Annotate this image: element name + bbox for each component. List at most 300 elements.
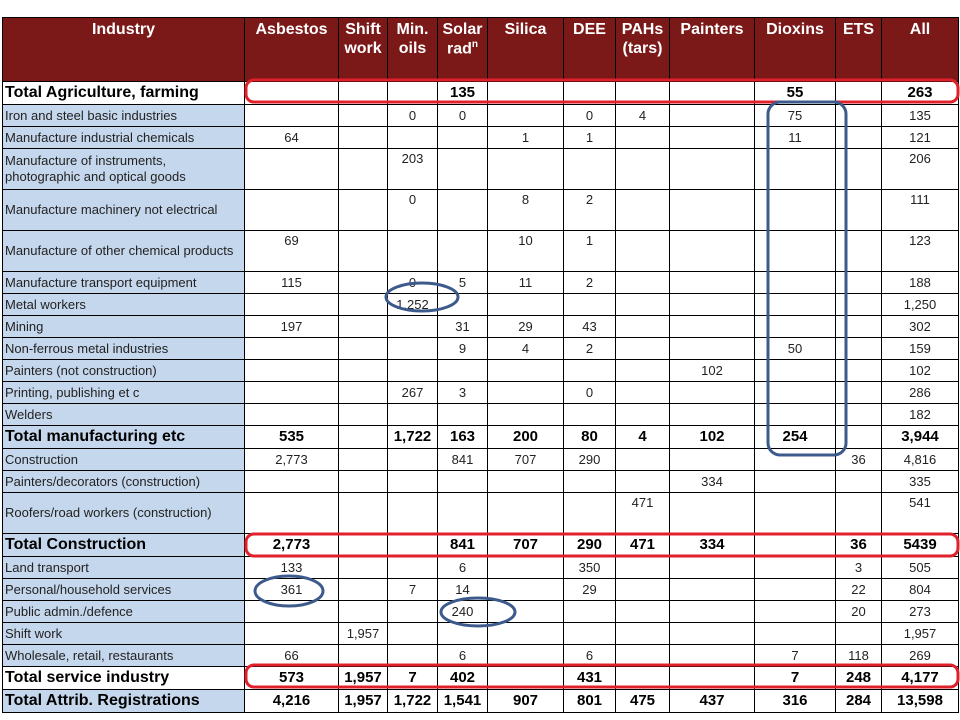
value-cell <box>245 382 339 404</box>
value-cell: 841 <box>438 449 488 471</box>
value-cell <box>488 149 564 190</box>
value-cell <box>616 645 670 667</box>
value-cell <box>245 360 339 382</box>
value-cell: 573 <box>245 667 339 690</box>
value-cell <box>339 338 388 360</box>
value-cell: 115 <box>245 272 339 294</box>
value-cell <box>564 471 616 493</box>
value-cell: 182 <box>882 404 959 426</box>
table-row <box>3 449 959 471</box>
value-cell <box>339 272 388 294</box>
header-industry: Industry <box>3 18 245 82</box>
value-cell <box>616 231 670 272</box>
value-cell <box>388 557 438 579</box>
value-cell: 707 <box>488 449 564 471</box>
value-cell <box>670 449 755 471</box>
value-cell <box>755 316 836 338</box>
value-cell <box>616 338 670 360</box>
total-row <box>3 667 959 690</box>
value-cell <box>339 294 388 316</box>
value-cell: 2 <box>564 190 616 231</box>
value-cell <box>438 190 488 231</box>
value-cell: 3 <box>836 557 882 579</box>
value-cell <box>755 579 836 601</box>
value-cell: 5439 <box>882 534 959 557</box>
value-cell: 2,773 <box>245 534 339 557</box>
value-cell <box>836 404 882 426</box>
value-cell <box>836 316 882 338</box>
industry-label: Total service industry <box>3 667 245 690</box>
value-cell: 29 <box>488 316 564 338</box>
table-row <box>3 149 959 190</box>
value-cell: 121 <box>882 127 959 149</box>
value-cell: 50 <box>755 338 836 360</box>
header-pahs: PAHs (tars) <box>616 18 670 82</box>
table-body <box>3 82 959 713</box>
value-cell <box>616 190 670 231</box>
value-cell <box>488 294 564 316</box>
total-row <box>3 690 959 713</box>
value-cell <box>836 623 882 645</box>
value-cell <box>564 294 616 316</box>
value-cell: 475 <box>616 690 670 713</box>
value-cell <box>670 82 755 105</box>
industry-label: Painters/decorators (construction) <box>3 471 245 493</box>
value-cell <box>616 82 670 105</box>
table-row <box>3 190 959 231</box>
value-cell: 36 <box>836 449 882 471</box>
table-row <box>3 105 959 127</box>
value-cell: 102 <box>670 360 755 382</box>
industry-label: Printing, publishing et c <box>3 382 245 404</box>
value-cell <box>616 382 670 404</box>
value-cell <box>388 82 438 105</box>
value-cell: 350 <box>564 557 616 579</box>
value-cell <box>564 623 616 645</box>
value-cell <box>670 557 755 579</box>
value-cell: 10 <box>488 231 564 272</box>
value-cell <box>616 294 670 316</box>
value-cell <box>488 601 564 623</box>
header-silica: Silica <box>488 18 564 82</box>
value-cell: 31 <box>438 316 488 338</box>
value-cell <box>755 190 836 231</box>
header-shift-work: Shift work <box>339 18 388 82</box>
value-cell <box>488 471 564 493</box>
value-cell: 0 <box>388 105 438 127</box>
value-cell <box>670 382 755 404</box>
value-cell: 907 <box>488 690 564 713</box>
value-cell <box>564 149 616 190</box>
total-row <box>3 534 959 557</box>
header-all: All <box>882 18 959 82</box>
value-cell <box>488 623 564 645</box>
table-row <box>3 316 959 338</box>
value-cell <box>438 294 488 316</box>
value-cell <box>836 272 882 294</box>
value-cell <box>245 149 339 190</box>
value-cell <box>438 149 488 190</box>
value-cell <box>616 667 670 690</box>
value-cell <box>388 449 438 471</box>
industry-label: Shift work <box>3 623 245 645</box>
value-cell: 4 <box>616 105 670 127</box>
value-cell: 263 <box>882 82 959 105</box>
value-cell <box>755 231 836 272</box>
table-row <box>3 360 959 382</box>
value-cell <box>670 316 755 338</box>
value-cell <box>670 149 755 190</box>
value-cell: 43 <box>564 316 616 338</box>
table-row <box>3 557 959 579</box>
value-cell: 1 <box>564 127 616 149</box>
value-cell: 471 <box>616 534 670 557</box>
value-cell <box>836 426 882 449</box>
value-cell: 5 <box>438 272 488 294</box>
value-cell: 431 <box>564 667 616 690</box>
value-cell <box>388 534 438 557</box>
value-cell: 200 <box>488 426 564 449</box>
value-cell <box>836 82 882 105</box>
value-cell: 541 <box>882 493 959 534</box>
industry-label: Total Construction <box>3 534 245 557</box>
value-cell: 0 <box>388 190 438 231</box>
value-cell: 801 <box>564 690 616 713</box>
header-painters: Painters <box>670 18 755 82</box>
value-cell: 6 <box>564 645 616 667</box>
value-cell: 102 <box>882 360 959 382</box>
value-cell: 1,722 <box>388 690 438 713</box>
value-cell <box>670 667 755 690</box>
value-cell <box>388 231 438 272</box>
value-cell: 267 <box>388 382 438 404</box>
value-cell: 133 <box>245 557 339 579</box>
value-cell: 11 <box>488 272 564 294</box>
value-cell <box>388 601 438 623</box>
value-cell: 80 <box>564 426 616 449</box>
value-cell: 7 <box>388 667 438 690</box>
industry-label: Total Attrib. Registrations <box>3 690 245 713</box>
value-cell <box>836 338 882 360</box>
value-cell: 3 <box>438 382 488 404</box>
value-cell <box>339 149 388 190</box>
value-cell: 197 <box>245 316 339 338</box>
industry-label: Total manufacturing etc <box>3 426 245 449</box>
value-cell <box>670 623 755 645</box>
value-cell <box>245 493 339 534</box>
value-cell <box>388 645 438 667</box>
value-cell <box>836 360 882 382</box>
value-cell: 535 <box>245 426 339 449</box>
header-min-oils: Min. oils <box>388 18 438 82</box>
value-cell: 269 <box>882 645 959 667</box>
value-cell <box>339 231 388 272</box>
value-cell: 1,957 <box>339 623 388 645</box>
value-cell <box>339 534 388 557</box>
value-cell: 284 <box>836 690 882 713</box>
value-cell: 1,957 <box>339 667 388 690</box>
value-cell: 7 <box>755 667 836 690</box>
value-cell <box>616 557 670 579</box>
value-cell <box>339 645 388 667</box>
header-solar-rad <box>438 18 488 82</box>
value-cell: 4 <box>488 338 564 360</box>
industry-label: Manufacture machinery not electrical <box>3 190 245 231</box>
value-cell <box>245 294 339 316</box>
value-cell <box>488 82 564 105</box>
value-cell <box>488 579 564 601</box>
value-cell: 841 <box>438 534 488 557</box>
industry-label: Non-ferrous metal industries <box>3 338 245 360</box>
header-row <box>3 18 959 82</box>
table-row <box>3 294 959 316</box>
value-cell <box>245 338 339 360</box>
value-cell: 2,773 <box>245 449 339 471</box>
industry-exposure-table <box>2 17 959 713</box>
value-cell <box>388 623 438 645</box>
value-cell <box>339 382 388 404</box>
value-cell <box>564 360 616 382</box>
value-cell: 135 <box>882 105 959 127</box>
table-row <box>3 338 959 360</box>
table-row <box>3 645 959 667</box>
value-cell <box>670 190 755 231</box>
value-cell <box>670 338 755 360</box>
value-cell <box>616 316 670 338</box>
value-cell: 14 <box>438 579 488 601</box>
value-cell <box>670 272 755 294</box>
table-row <box>3 404 959 426</box>
value-cell: 471 <box>616 493 670 534</box>
value-cell <box>488 105 564 127</box>
value-cell: 4,216 <box>245 690 339 713</box>
value-cell: 36 <box>836 534 882 557</box>
value-cell: 4,816 <box>882 449 959 471</box>
value-cell <box>245 623 339 645</box>
value-cell <box>388 471 438 493</box>
value-cell: 1,722 <box>388 426 438 449</box>
value-cell: 0 <box>438 105 488 127</box>
industry-label: Manufacture industrial chemicals <box>3 127 245 149</box>
value-cell <box>339 579 388 601</box>
value-cell: 4 <box>616 426 670 449</box>
value-cell <box>245 105 339 127</box>
table-row <box>3 623 959 645</box>
value-cell <box>755 272 836 294</box>
value-cell: 286 <box>882 382 959 404</box>
value-cell <box>339 557 388 579</box>
value-cell: 302 <box>882 316 959 338</box>
industry-label: Iron and steel basic industries <box>3 105 245 127</box>
value-cell: 20 <box>836 601 882 623</box>
value-cell: 402 <box>438 667 488 690</box>
industry-label: Mining <box>3 316 245 338</box>
header-asbestos: Asbestos <box>245 18 339 82</box>
value-cell: 2 <box>564 338 616 360</box>
value-cell <box>388 493 438 534</box>
value-cell: 290 <box>564 449 616 471</box>
value-cell: 240 <box>438 601 488 623</box>
value-cell <box>616 127 670 149</box>
value-cell <box>245 471 339 493</box>
value-cell <box>755 601 836 623</box>
value-cell <box>339 449 388 471</box>
value-cell <box>388 338 438 360</box>
value-cell: 1,252 <box>388 294 438 316</box>
value-cell <box>670 404 755 426</box>
value-cell <box>755 404 836 426</box>
industry-label: Total Agriculture, farming <box>3 82 245 105</box>
value-cell <box>670 127 755 149</box>
value-cell: 1 <box>488 127 564 149</box>
value-cell: 203 <box>388 149 438 190</box>
table-row <box>3 579 959 601</box>
industry-label: Wholesale, retail, restaurants <box>3 645 245 667</box>
value-cell <box>488 493 564 534</box>
industry-label: Roofers/road workers (construction) <box>3 493 245 534</box>
value-cell <box>755 493 836 534</box>
value-cell <box>245 190 339 231</box>
value-cell: 248 <box>836 667 882 690</box>
table-row <box>3 127 959 149</box>
value-cell: 111 <box>882 190 959 231</box>
header-dioxins: Dioxins <box>755 18 836 82</box>
value-cell: 159 <box>882 338 959 360</box>
value-cell <box>339 127 388 149</box>
value-cell <box>836 471 882 493</box>
industry-label: Manufacture of instruments, photographic and optical goods <box>3 149 245 190</box>
header-dee: DEE <box>564 18 616 82</box>
table-row <box>3 471 959 493</box>
value-cell <box>339 82 388 105</box>
value-cell <box>564 404 616 426</box>
value-cell <box>438 404 488 426</box>
value-cell <box>339 404 388 426</box>
value-cell <box>245 601 339 623</box>
value-cell: 102 <box>670 426 755 449</box>
header-ets: ETS <box>836 18 882 82</box>
value-cell: 13,598 <box>882 690 959 713</box>
value-cell: 361 <box>245 579 339 601</box>
value-cell <box>388 404 438 426</box>
value-cell: 4,177 <box>882 667 959 690</box>
value-cell: 2 <box>564 272 616 294</box>
value-cell <box>339 360 388 382</box>
value-cell: 3,944 <box>882 426 959 449</box>
value-cell <box>755 534 836 557</box>
value-cell: 1,250 <box>882 294 959 316</box>
value-cell: 505 <box>882 557 959 579</box>
industry-label: Construction <box>3 449 245 471</box>
industry-label: Manufacture transport equipment <box>3 272 245 294</box>
value-cell <box>488 360 564 382</box>
value-cell <box>616 272 670 294</box>
value-cell <box>670 645 755 667</box>
table-row <box>3 272 959 294</box>
value-cell <box>755 149 836 190</box>
value-cell: 0 <box>564 105 616 127</box>
value-cell: 273 <box>882 601 959 623</box>
value-cell <box>564 493 616 534</box>
value-cell: 437 <box>670 690 755 713</box>
value-cell <box>836 149 882 190</box>
value-cell <box>616 471 670 493</box>
value-cell <box>438 623 488 645</box>
value-cell <box>488 645 564 667</box>
value-cell <box>755 294 836 316</box>
value-cell: 55 <box>755 82 836 105</box>
value-cell: 9 <box>438 338 488 360</box>
header-solar-rad-text: Solar rad <box>442 21 483 58</box>
value-cell <box>836 190 882 231</box>
value-cell <box>616 449 670 471</box>
value-cell <box>836 127 882 149</box>
value-cell: 29 <box>564 579 616 601</box>
value-cell <box>488 382 564 404</box>
value-cell <box>438 493 488 534</box>
industry-label: Manufacture of other chemical products <box>3 231 245 272</box>
value-cell <box>388 316 438 338</box>
value-cell <box>755 360 836 382</box>
value-cell: 316 <box>755 690 836 713</box>
header-solar-rad-sup: n <box>471 39 478 51</box>
value-cell <box>616 360 670 382</box>
value-cell <box>755 623 836 645</box>
value-cell <box>488 557 564 579</box>
value-cell <box>670 601 755 623</box>
table-row <box>3 231 959 272</box>
industry-label: Public admin./defence <box>3 601 245 623</box>
table-row <box>3 493 959 534</box>
value-cell: 163 <box>438 426 488 449</box>
value-cell: 206 <box>882 149 959 190</box>
value-cell: 334 <box>670 471 755 493</box>
value-cell <box>339 471 388 493</box>
value-cell <box>339 601 388 623</box>
value-cell: 66 <box>245 645 339 667</box>
value-cell <box>616 579 670 601</box>
value-cell <box>339 493 388 534</box>
industry-label: Land transport <box>3 557 245 579</box>
total-row <box>3 426 959 449</box>
value-cell <box>755 557 836 579</box>
value-cell <box>670 231 755 272</box>
industry-label: Personal/household services <box>3 579 245 601</box>
value-cell <box>836 105 882 127</box>
value-cell: 22 <box>836 579 882 601</box>
value-cell: 6 <box>438 645 488 667</box>
value-cell <box>245 82 339 105</box>
value-cell: 188 <box>882 272 959 294</box>
value-cell <box>836 231 882 272</box>
value-cell: 11 <box>755 127 836 149</box>
value-cell <box>755 449 836 471</box>
value-cell <box>670 294 755 316</box>
value-cell <box>438 231 488 272</box>
value-cell <box>339 316 388 338</box>
value-cell <box>755 382 836 404</box>
value-cell <box>339 426 388 449</box>
value-cell <box>339 190 388 231</box>
value-cell: 123 <box>882 231 959 272</box>
value-cell <box>388 127 438 149</box>
value-cell <box>836 294 882 316</box>
value-cell: 7 <box>388 579 438 601</box>
value-cell <box>755 471 836 493</box>
value-cell <box>245 404 339 426</box>
value-cell <box>670 105 755 127</box>
total-row <box>3 82 959 105</box>
